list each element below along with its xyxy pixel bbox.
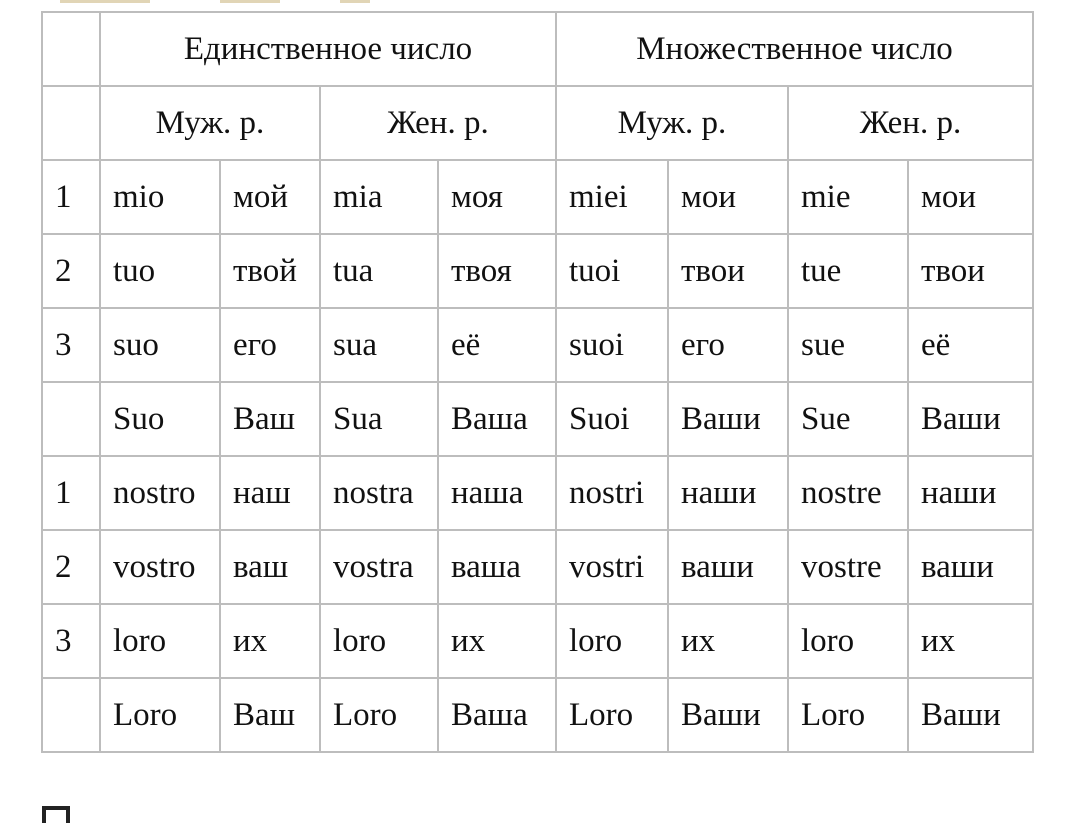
cell-sg-fem-it: Loro xyxy=(320,678,438,752)
cell-sg-masc-ru: их xyxy=(220,604,320,678)
cell-pl-masc-ru: Ваши xyxy=(668,678,788,752)
cell-sg-masc-it: nostro xyxy=(100,456,220,530)
cell-sg-masc-it: suo xyxy=(100,308,220,382)
cell-pl-fem-it: tue xyxy=(788,234,908,308)
cell-pl-masc-it: nostri xyxy=(556,456,668,530)
header-plural-masculine: Муж. р. xyxy=(556,86,788,160)
table-row xyxy=(42,382,1033,456)
person-number-cell xyxy=(42,678,100,752)
cell-pl-masc-it: miei xyxy=(556,160,668,234)
cell-pl-fem-it: mie xyxy=(788,160,908,234)
header-singular: Единственное число xyxy=(100,12,556,86)
cell-sg-fem-it: vostra xyxy=(320,530,438,604)
cell-pl-fem-it: loro xyxy=(788,604,908,678)
header-row-gender xyxy=(42,86,1033,160)
header-singular-masculine: Муж. р. xyxy=(100,86,320,160)
person-number-cell: 1 xyxy=(42,160,100,234)
cell-pl-masc-it: tuoi xyxy=(556,234,668,308)
cell-pl-masc-ru: наши xyxy=(668,456,788,530)
cell-pl-fem-it: Loro xyxy=(788,678,908,752)
cell-sg-masc-ru: ваш xyxy=(220,530,320,604)
cell-pl-masc-ru: твои xyxy=(668,234,788,308)
possessive-pronouns-table xyxy=(41,11,1034,753)
cell-sg-fem-ru: ваша xyxy=(438,530,556,604)
cell-pl-masc-it: loro xyxy=(556,604,668,678)
cell-pl-fem-it: sue xyxy=(788,308,908,382)
corner-cell xyxy=(42,86,100,160)
corner-cell xyxy=(42,12,100,86)
cell-sg-masc-it: loro xyxy=(100,604,220,678)
cell-pl-fem-it: vostre xyxy=(788,530,908,604)
cropped-next-line-glyph-right xyxy=(66,806,70,823)
cell-pl-fem-ru: ваши xyxy=(908,530,1033,604)
header-plural: Множественное число xyxy=(556,12,1033,86)
person-number-cell xyxy=(42,382,100,456)
cell-sg-fem-ru: их xyxy=(438,604,556,678)
cell-pl-masc-ru: ваши xyxy=(668,530,788,604)
table-row xyxy=(42,604,1033,678)
header-row-number xyxy=(42,12,1033,86)
table-row xyxy=(42,678,1033,752)
table-row xyxy=(42,234,1033,308)
cell-pl-fem-it: nostre xyxy=(788,456,908,530)
cell-pl-fem-ru: её xyxy=(908,308,1033,382)
cell-pl-fem-ru: Ваши xyxy=(908,382,1033,456)
person-number-cell: 1 xyxy=(42,456,100,530)
table-row xyxy=(42,456,1033,530)
cell-sg-fem-it: loro xyxy=(320,604,438,678)
cropped-heading-remnant xyxy=(40,0,1040,8)
cell-sg-masc-ru: Ваш xyxy=(220,382,320,456)
cell-sg-fem-ru: Ваша xyxy=(438,382,556,456)
cell-sg-fem-it: sua xyxy=(320,308,438,382)
cell-sg-fem-ru: Ваша xyxy=(438,678,556,752)
cell-pl-masc-it: Suoi xyxy=(556,382,668,456)
cell-sg-masc-it: tuo xyxy=(100,234,220,308)
cell-pl-masc-ru: его xyxy=(668,308,788,382)
header-plural-feminine: Жен. р. xyxy=(788,86,1033,160)
cell-sg-masc-it: vostro xyxy=(100,530,220,604)
cell-pl-masc-ru: Ваши xyxy=(668,382,788,456)
cell-pl-fem-ru: твои xyxy=(908,234,1033,308)
cell-pl-fem-ru: Ваши xyxy=(908,678,1033,752)
cell-sg-fem-it: mia xyxy=(320,160,438,234)
cell-sg-fem-it: nostra xyxy=(320,456,438,530)
person-number-cell: 3 xyxy=(42,604,100,678)
cropped-next-line-glyph-left xyxy=(42,806,46,823)
cell-sg-masc-ru: наш xyxy=(220,456,320,530)
person-number-cell: 2 xyxy=(42,234,100,308)
cell-sg-masc-it: mio xyxy=(100,160,220,234)
cell-pl-fem-it: Sue xyxy=(788,382,908,456)
table-row xyxy=(42,160,1033,234)
cell-pl-fem-ru: мои xyxy=(908,160,1033,234)
cell-sg-masc-ru: его xyxy=(220,308,320,382)
cell-pl-masc-it: Loro xyxy=(556,678,668,752)
cell-sg-masc-ru: мой xyxy=(220,160,320,234)
person-number-cell: 2 xyxy=(42,530,100,604)
cell-pl-masc-ru: их xyxy=(668,604,788,678)
cell-sg-fem-ru: моя xyxy=(438,160,556,234)
cell-sg-fem-ru: твоя xyxy=(438,234,556,308)
cell-pl-masc-it: suoi xyxy=(556,308,668,382)
cell-sg-fem-it: Sua xyxy=(320,382,438,456)
cell-pl-fem-ru: их xyxy=(908,604,1033,678)
cell-sg-masc-ru: твой xyxy=(220,234,320,308)
header-singular-feminine: Жен. р. xyxy=(320,86,556,160)
cell-sg-masc-it: Suo xyxy=(100,382,220,456)
cell-sg-fem-ru: наша xyxy=(438,456,556,530)
table-row xyxy=(42,530,1033,604)
cell-sg-masc-it: Loro xyxy=(100,678,220,752)
cell-pl-masc-it: vostri xyxy=(556,530,668,604)
cell-sg-masc-ru: Ваш xyxy=(220,678,320,752)
cell-pl-fem-ru: наши xyxy=(908,456,1033,530)
table-body xyxy=(42,160,1033,752)
cell-sg-fem-it: tua xyxy=(320,234,438,308)
person-number-cell: 3 xyxy=(42,308,100,382)
cell-sg-fem-ru: её xyxy=(438,308,556,382)
cell-pl-masc-ru: мои xyxy=(668,160,788,234)
table-row xyxy=(42,308,1033,382)
